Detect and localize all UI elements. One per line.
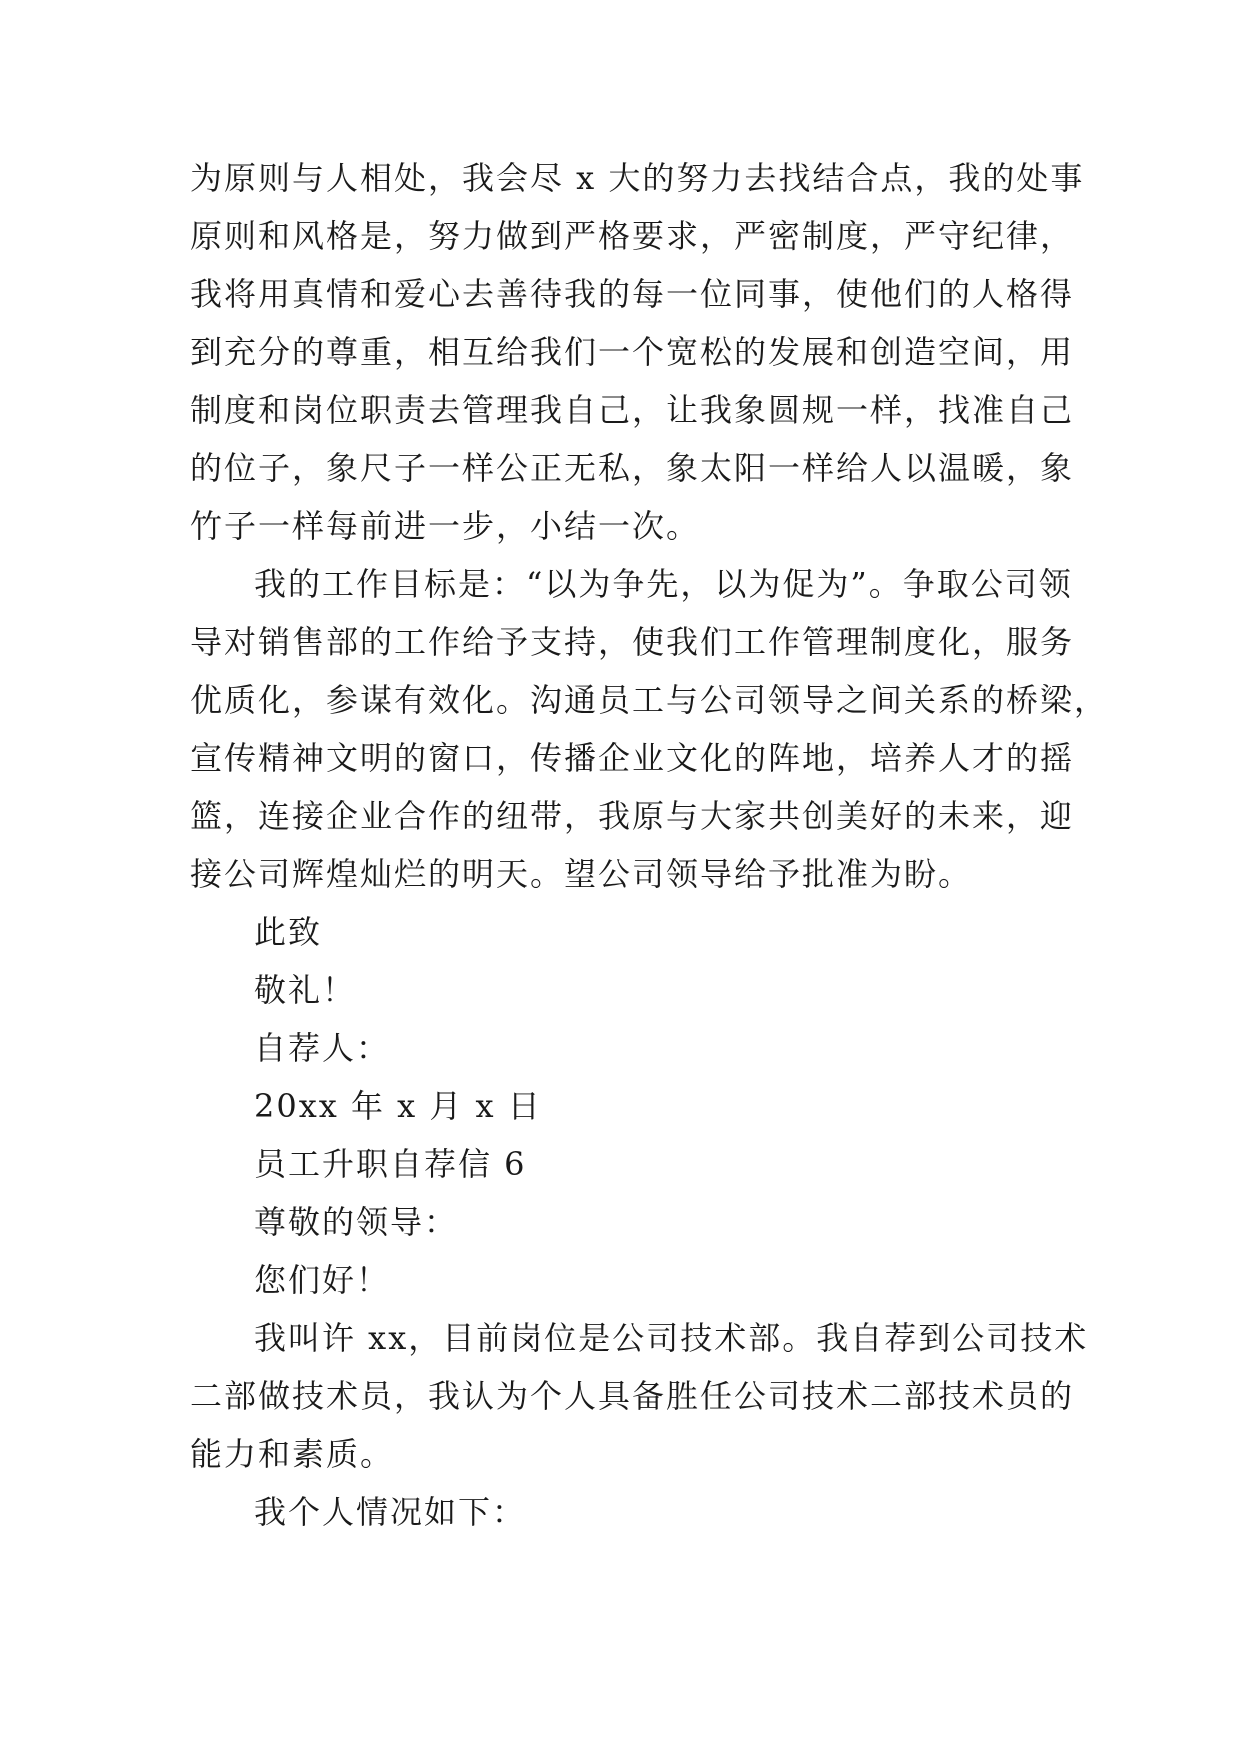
- closing-salutation: 此致: [254, 913, 323, 951]
- greeting-line: 尊敬的领导：: [254, 1203, 459, 1241]
- closing-regards: 敬礼！: [254, 971, 357, 1009]
- text-line: 竹子一样每前进一步，小结一次。: [190, 507, 701, 545]
- text-line: 我将用真情和爱心去善待我的每一位同事，使他们的人格得: [190, 275, 1075, 313]
- text-line: 优质化，参谋有效化。沟通员工与公司领导之间关系的桥梁，: [190, 681, 1109, 719]
- text-line: 二部做技术员，我认为个人具备胜任公司技术二部技术员的: [190, 1377, 1075, 1415]
- text-line: 能力和素质。: [190, 1435, 395, 1473]
- paragraph-start-line: 我个人情况如下：: [254, 1493, 527, 1531]
- text-line: 为原则与人相处，我会尽 x 大的努力去找结合点，我的处事: [190, 159, 1085, 197]
- text-line: 制度和岗位职责去管理我自己，让我象圆规一样，找准自己: [190, 391, 1075, 429]
- text-line: 原则和风格是，努力做到严格要求，严密制度，严守纪律，: [190, 217, 1075, 255]
- text-line: 的位子，象尺子一样公正无私，象太阳一样给人以温暖，象: [190, 449, 1075, 487]
- paragraph-start-line: 我叫许 xx，目前岗位是公司技术部。我自荐到公司技术: [254, 1319, 1089, 1357]
- text-line: 导对销售部的工作给予支持，使我们工作管理制度化，服务: [190, 623, 1075, 661]
- text-line: 接公司辉煌灿烂的明天。望公司领导给予批准为盼。: [190, 855, 973, 893]
- text-line: 篮，连接企业合作的纽带，我原与大家共创美好的未来，迎: [190, 797, 1075, 835]
- paragraph-start-line: 我的工作目标是：“以为争先，以为促为”。争取公司领: [254, 565, 1073, 603]
- text-line: 到充分的尊重，相互给我们一个宽松的发展和创造空间，用: [190, 333, 1075, 371]
- greeting-line: 您们好！: [254, 1261, 391, 1299]
- date-line: 20xx 年 x 月 x 日: [254, 1087, 542, 1125]
- signature-label: 自荐人：: [254, 1029, 391, 1067]
- section-title: 员工升职自荐信 6: [254, 1145, 527, 1183]
- text-line: 宣传精神文明的窗口，传播企业文化的阵地，培养人才的摇: [190, 739, 1075, 777]
